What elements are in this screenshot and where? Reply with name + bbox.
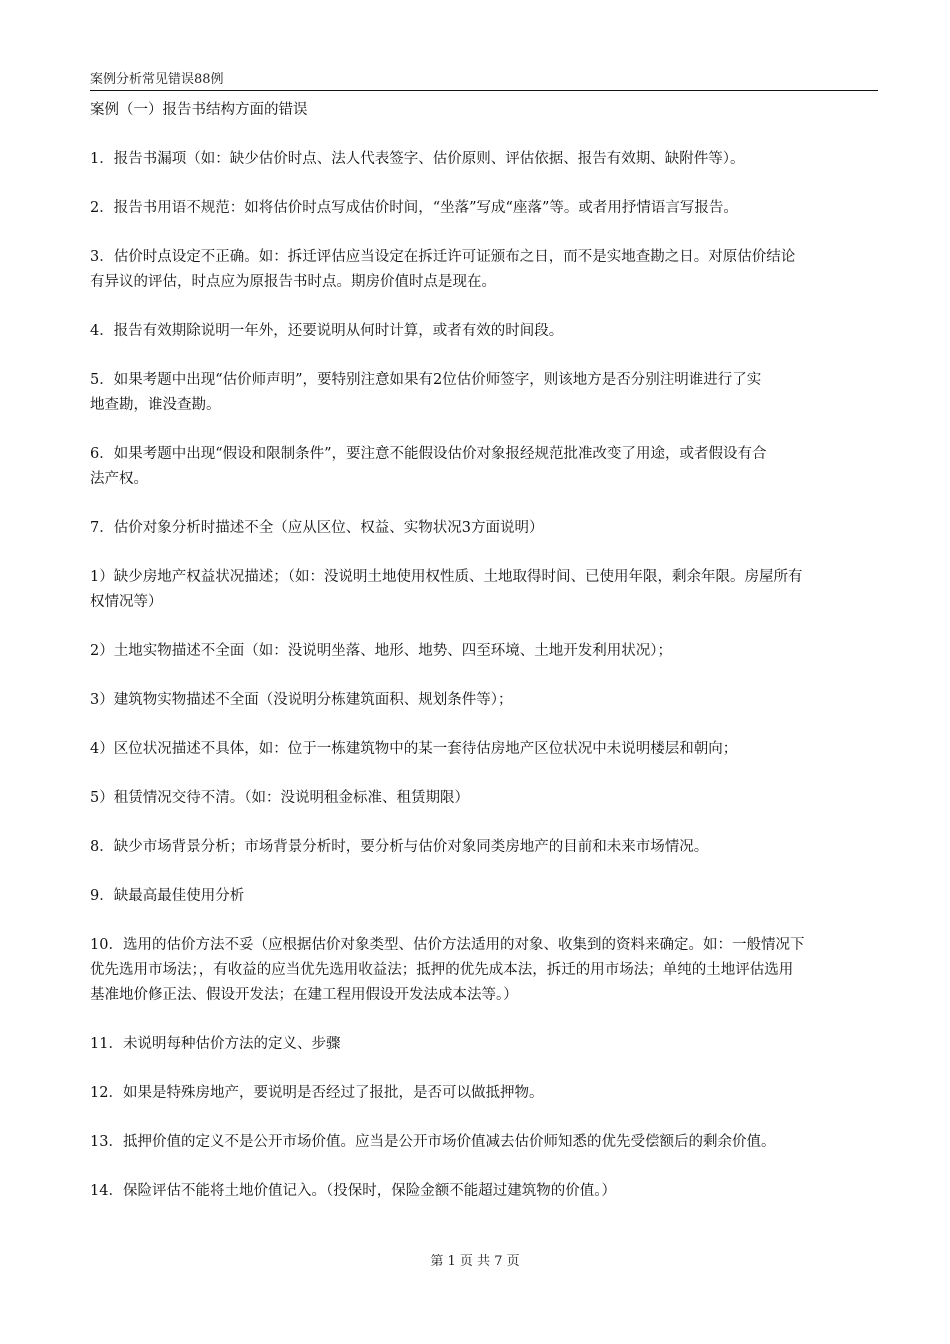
paragraph-line: 13．抵押价值的定义不是公开市场价值。应当是公开市场价值减去估价师知悉的优先受偿额后的剩余价值。 [90, 1134, 776, 1150]
paragraph [90, 1130, 878, 1155]
paragraph [90, 565, 878, 615]
paragraph-line: 4．报告有效期除说明一年外，还要说明从何时计算，或者有效的时间段。 [90, 323, 564, 339]
document-body [90, 98, 878, 1204]
paragraph [90, 245, 878, 295]
paragraph [90, 688, 878, 713]
paragraph-line: 6．如果考题中出现“假设和限制条件”，要注意不能假设估价对象报经规范批准改变了用途，或者假设有合 [90, 446, 767, 462]
paragraph-line: 11．未说明每种估价方法的定义、步骤 [90, 1036, 341, 1052]
paragraph [90, 737, 878, 762]
paragraph-gap [90, 762, 878, 786]
paragraph-line: 10．选用的估价方法不妥（应根据估价对象类型、估价方法适用的对象、收集到的资料来确定。如：一般情况下 [90, 937, 805, 953]
paragraph [90, 884, 878, 909]
paragraph-line: 法产权。 [90, 471, 148, 487]
page-footer: 第 1 页 共 7 页 [430, 1254, 520, 1269]
paragraph [90, 319, 878, 344]
paragraph-gap [90, 172, 878, 196]
paragraph-gap [90, 811, 878, 835]
paragraph-line: 基准地价修正法、假设开发法；在建工程用假设开发法成本法等。） [90, 987, 518, 1003]
paragraph-gap [90, 909, 878, 933]
paragraph-line: 地查勘，谁没查勘。 [90, 397, 221, 413]
paragraph-line: 12．如果是特殊房地产，要说明是否经过了报批，是否可以做抵押物。 [90, 1085, 544, 1101]
paragraph [90, 786, 878, 811]
paragraph [90, 933, 878, 1008]
paragraph-gap [90, 1155, 878, 1179]
running-header: 案例分析常见错误88例 [90, 72, 224, 87]
paragraph [90, 1179, 878, 1204]
paragraph-line: 9．缺最高最佳使用分析 [90, 888, 245, 904]
paragraph-gap [90, 1106, 878, 1130]
paragraph-line: 3．估价时点设定不正确。如：拆迁评估应当设定在拆迁许可证颁布之日，而不是实地查勘之日。对原估价结论 [90, 249, 796, 265]
paragraph-gap [90, 664, 878, 688]
section-title: 案例（一）报告书结构方面的错误 [90, 102, 308, 118]
paragraph-line: 有异议的评估，时点应为原报告书时点。期房价值时点是现在。 [90, 274, 496, 290]
paragraph [90, 442, 878, 492]
paragraph-line: 8．缺少市场背景分析；市场背景分析时，要分析与估价对象同类房地产的目前和未来市场情况。 [90, 839, 709, 855]
paragraph-gap [90, 713, 878, 737]
paragraph-gap [90, 1008, 878, 1032]
paragraph-line: 2）土地实物描述不全面（如：没说明坐落、地形、地势、四至环境、土地开发利用状况）； [90, 643, 672, 659]
paragraph-line: 14．保险评估不能将土地价值记入。（投保时，保险金额不能超过建筑物的价值。） [90, 1183, 616, 1199]
paragraph [90, 196, 878, 221]
paragraph-gap [90, 123, 878, 147]
paragraph-gap [90, 418, 878, 442]
paragraph [90, 368, 878, 418]
paragraph-gap [90, 615, 878, 639]
paragraph-line: 2．报告书用语不规范：如将估价时点写成估价时间，“坐落”写成“座落”等。或者用抒情语言写报告。 [90, 200, 738, 216]
paragraph-line: 5．如果考题中出现“估价师声明”，要特别注意如果有2位估价师签字，则该地方是否分别注明谁进行了实 [90, 372, 762, 388]
paragraph-line: 3）建筑物实物描述不全面（没说明分栋建筑面积、规划条件等）； [90, 692, 513, 708]
paragraph [90, 516, 878, 541]
header-rule [90, 90, 878, 91]
paragraph [90, 835, 878, 860]
paragraph-line: 权情况等） [90, 594, 163, 610]
paragraph [90, 147, 878, 172]
paragraph-gap [90, 221, 878, 245]
paragraph-line: 4）区位状况描述不具体，如：位于一栋建筑物中的某一套待估房地产区位状况中未说明楼层和朝向； [90, 741, 738, 757]
paragraph-gap [90, 1057, 878, 1081]
paragraph-line: 5）租赁情况交待不清。（如：没说明租金标准、租赁期限） [90, 790, 469, 806]
paragraph-gap [90, 860, 878, 884]
paragraph [90, 1081, 878, 1106]
paragraph-line: 1．报告书漏项（如：缺少估价时点、法人代表签字、估价原则、评估依据、报告有效期、缺附件等）。 [90, 151, 745, 167]
paragraph-gap [90, 344, 878, 368]
paragraph-line: 7．估价对象分析时描述不全（应从区位、权益、实物状况3方面说明） [90, 520, 544, 536]
paragraph-line: 优先选用市场法；，有收益的应当优先选用收益法；抵押的优先成本法，拆迁的用市场法；单纯的土地评估选用 [90, 962, 794, 978]
paragraph-gap [90, 295, 878, 319]
paragraph [90, 639, 878, 664]
paragraph [90, 1032, 878, 1057]
paragraph-line: 1）缺少房地产权益状况描述；（如：没说明土地使用权性质、土地取得时间、已使用年限，剩余年限。房屋所有 [90, 569, 803, 585]
paragraph-gap [90, 541, 878, 565]
paragraph-gap [90, 492, 878, 516]
